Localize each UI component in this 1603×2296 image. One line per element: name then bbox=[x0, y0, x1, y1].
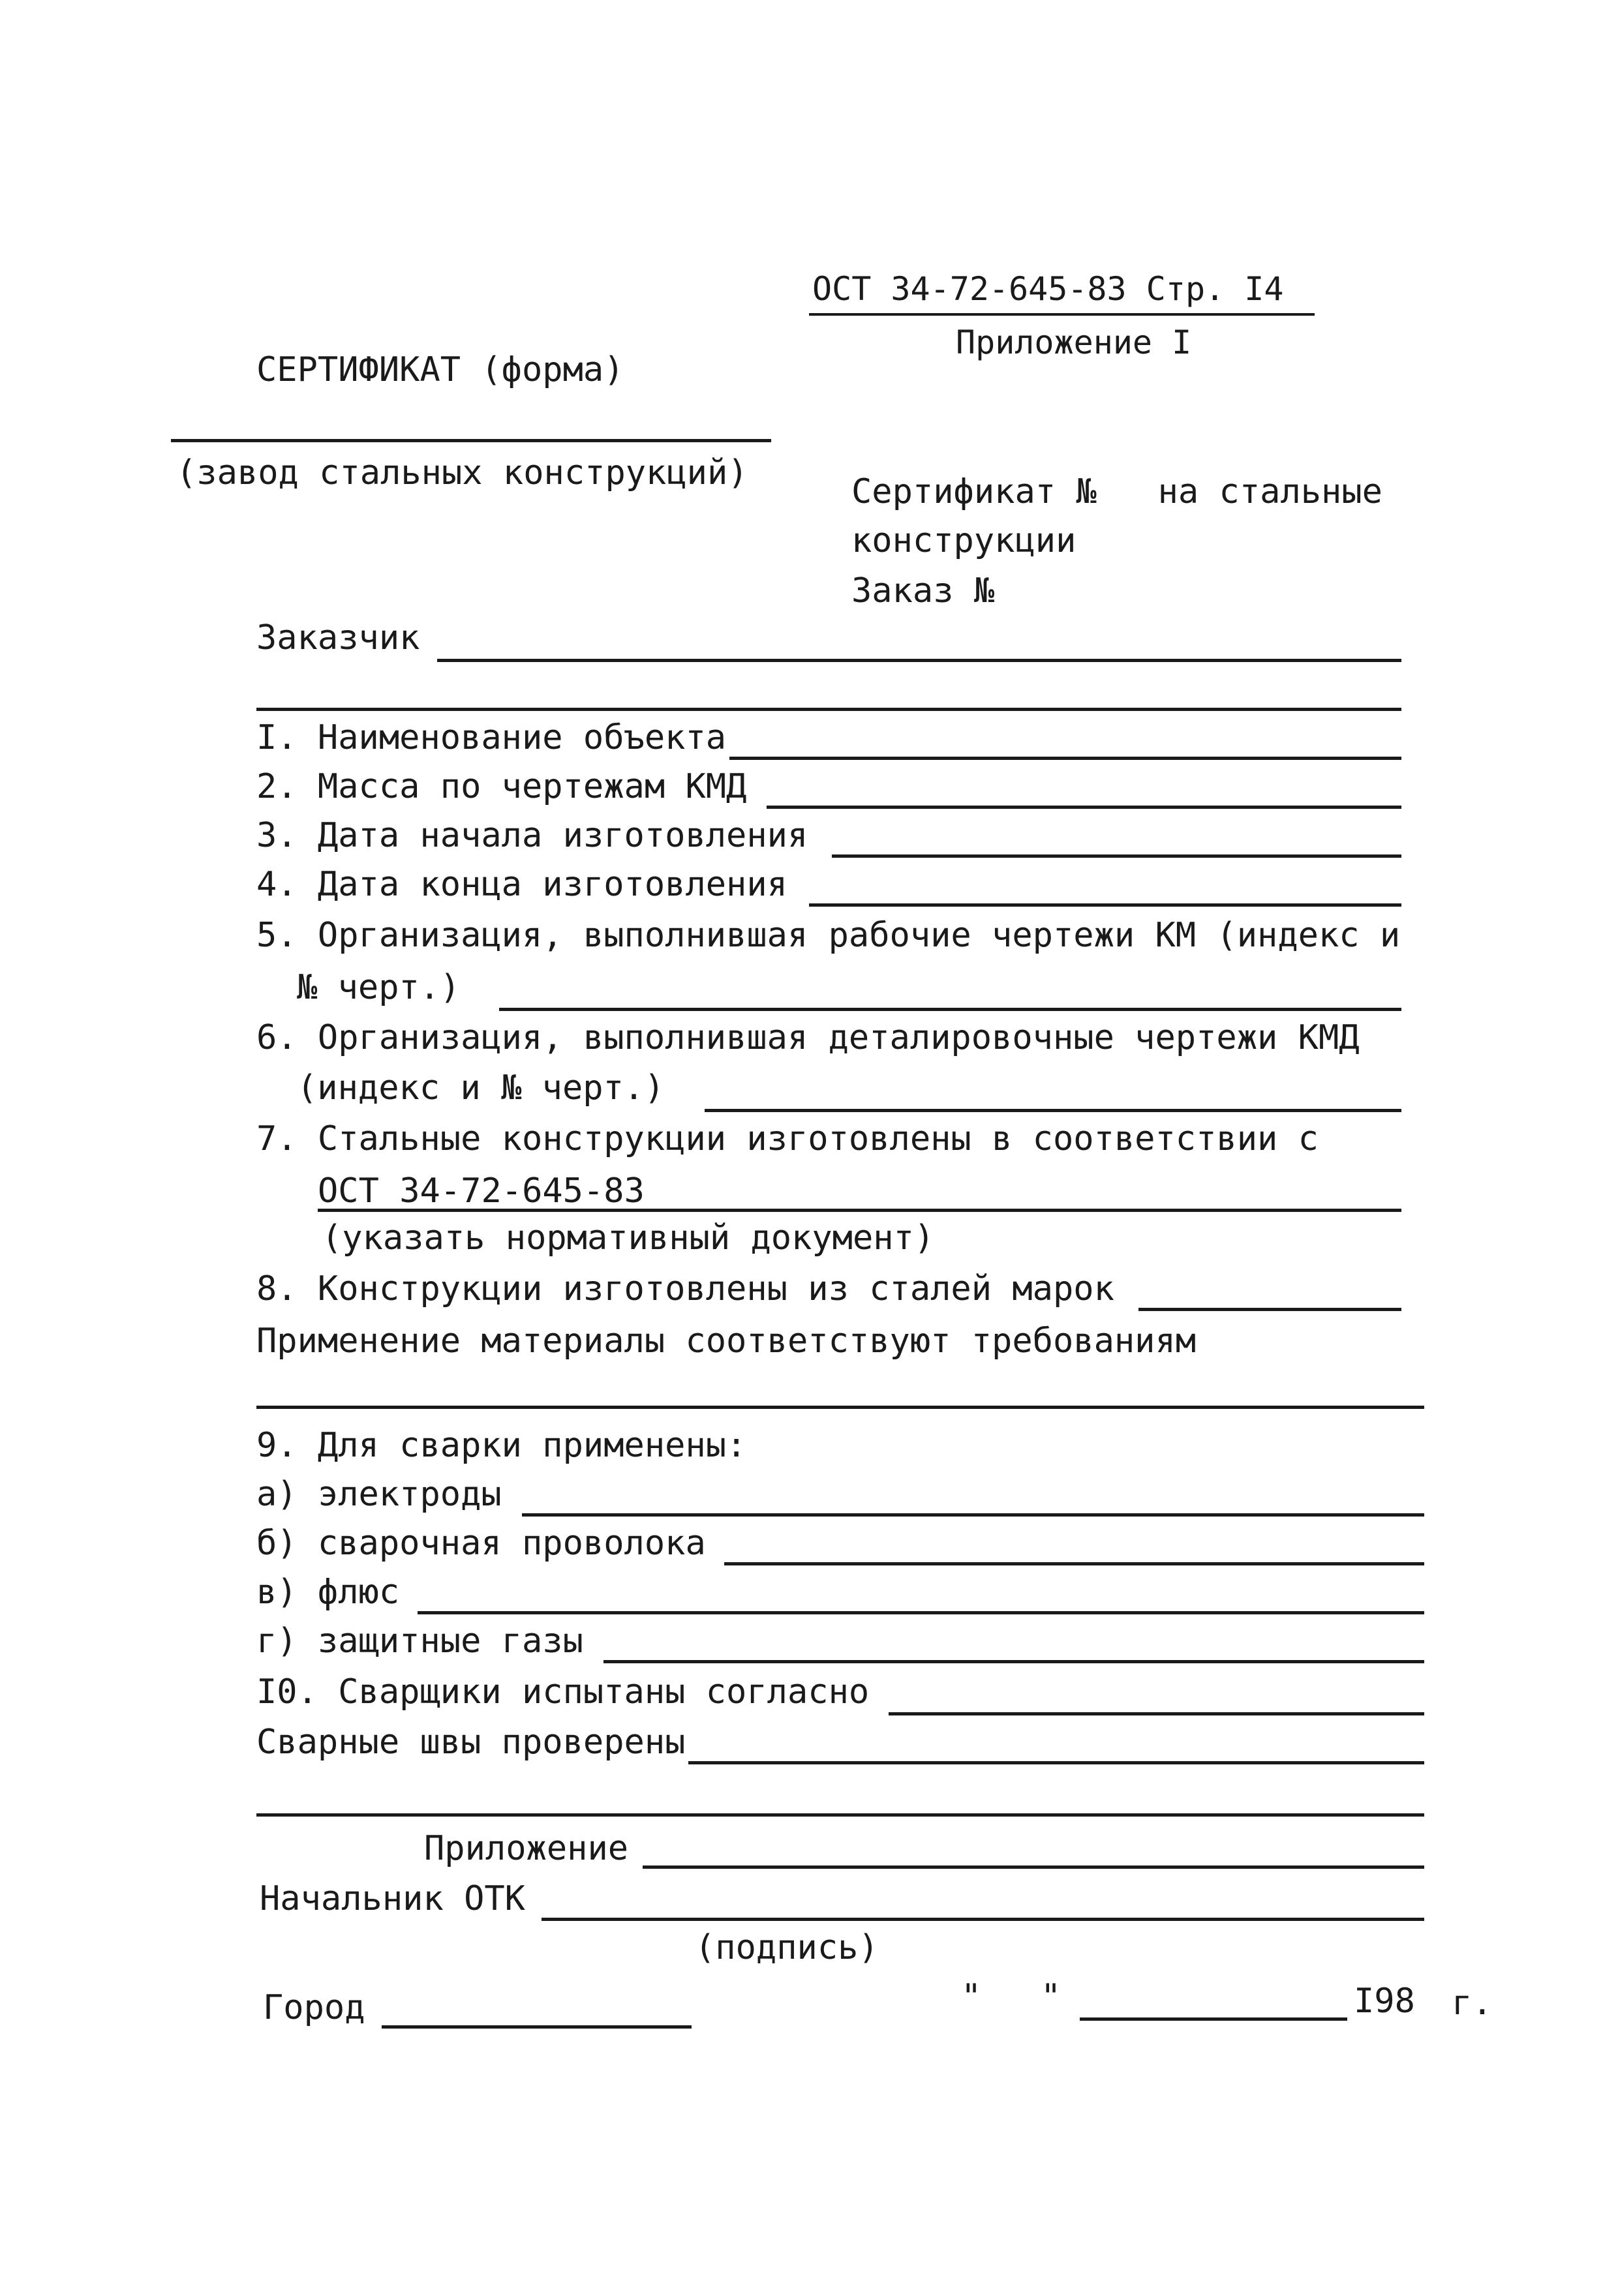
item-7-conformity: 7. Стальные конструкции изготовлены в соответствии с bbox=[256, 1119, 1319, 1158]
order-number: Заказ № bbox=[851, 571, 995, 611]
item-5-field[interactable] bbox=[499, 1008, 1401, 1011]
item-7-caption: (указать нормативный документ) bbox=[322, 1218, 935, 1258]
item-9c-field[interactable] bbox=[418, 1611, 1424, 1614]
item-8-field[interactable] bbox=[1138, 1308, 1401, 1311]
welds-field-continued[interactable] bbox=[256, 1813, 1424, 1817]
customer-field-continued[interactable] bbox=[256, 708, 1401, 711]
date-field[interactable] bbox=[1080, 2017, 1347, 2021]
item-9b-field[interactable] bbox=[724, 1562, 1424, 1565]
item-10-welders: I0. Сварщики испытаны согласно bbox=[256, 1672, 870, 1712]
doc-code-underline bbox=[809, 313, 1315, 316]
item-6-kmd-drawings: 6. Организация, выполнившая деталировочные чертежи КМД bbox=[256, 1018, 1360, 1057]
doc-code: ОСТ 34-72-645-83 Стр. I4 bbox=[812, 270, 1284, 308]
item-7-field[interactable] bbox=[318, 1209, 1401, 1212]
chief-otk-label: Начальник ОТК bbox=[260, 1879, 525, 1918]
item-9d-field[interactable] bbox=[603, 1660, 1424, 1663]
customer-label: Заказчик bbox=[256, 618, 420, 657]
date-quote-close: " bbox=[1041, 1977, 1061, 2016]
item-5-index: № черт.) bbox=[297, 968, 461, 1007]
city-field[interactable] bbox=[382, 2025, 692, 2029]
materials-field[interactable] bbox=[256, 1406, 1424, 1409]
customer-field[interactable] bbox=[437, 659, 1401, 662]
item-5-km-drawings: 5. Организация, выполнившая рабочие чертежи КМ (индекс и bbox=[256, 916, 1401, 955]
attachment-field[interactable] bbox=[643, 1865, 1424, 1869]
signature-caption: (подпись) bbox=[695, 1928, 879, 1967]
item-9b-wire: б) сварочная проволока bbox=[256, 1524, 706, 1563]
city-label: Город bbox=[263, 1988, 365, 2027]
item-1-field[interactable] bbox=[729, 757, 1401, 760]
year-suffix: г. bbox=[1452, 1984, 1493, 2023]
materials-statement: Применение материалы соответствуют требованиям bbox=[256, 1322, 1197, 1361]
chief-signature-field[interactable] bbox=[542, 1918, 1424, 1921]
item-3-start-date: 3. Дата начала изготовления bbox=[256, 816, 808, 855]
date-quote-open: " bbox=[961, 1977, 982, 2016]
item-2-mass: 2. Масса по чертежам КМД bbox=[256, 767, 747, 806]
item-4-end-date: 4. Дата конца изготовления bbox=[256, 865, 787, 904]
attachment-label: Приложение bbox=[424, 1829, 629, 1868]
item-7-standard: ОСТ 34-72-645-83 bbox=[318, 1171, 645, 1211]
item-6-index: (индекс и № черт.) bbox=[297, 1068, 665, 1108]
plant-line bbox=[171, 439, 771, 442]
item-4-field[interactable] bbox=[809, 903, 1401, 907]
item-9a-field[interactable] bbox=[522, 1513, 1424, 1517]
item-9c-flux: в) флюс bbox=[256, 1573, 400, 1612]
item-9a-electrodes: а) электроды bbox=[256, 1475, 502, 1514]
item-10-field[interactable] bbox=[889, 1712, 1424, 1715]
item-2-field[interactable] bbox=[767, 806, 1401, 809]
item-3-field[interactable] bbox=[832, 854, 1401, 858]
item-8-steel-grades: 8. Конструкции изготовлены из сталей марок bbox=[256, 1269, 1114, 1308]
item-9d-gases: г) защитные газы bbox=[256, 1622, 583, 1661]
welds-field[interactable] bbox=[688, 1761, 1424, 1764]
certificate-number-line: Сертификат № на стальные bbox=[851, 472, 1382, 511]
year-prefix: I98 bbox=[1354, 1982, 1415, 2021]
appendix-label: Приложение I bbox=[956, 324, 1192, 361]
item-6-field[interactable] bbox=[705, 1109, 1401, 1112]
form-title: СЕРТИФИКАТ (форма) bbox=[256, 350, 624, 389]
plant-caption: (завод стальных конструкций) bbox=[176, 453, 748, 492]
item-9-welding: 9. Для сварки применены: bbox=[256, 1426, 747, 1465]
welds-checked: Сварные швы проверены bbox=[256, 1723, 686, 1762]
certificate-subject: конструкции bbox=[851, 521, 1076, 560]
item-1-object-name: I. Наименование объекта bbox=[256, 718, 727, 757]
